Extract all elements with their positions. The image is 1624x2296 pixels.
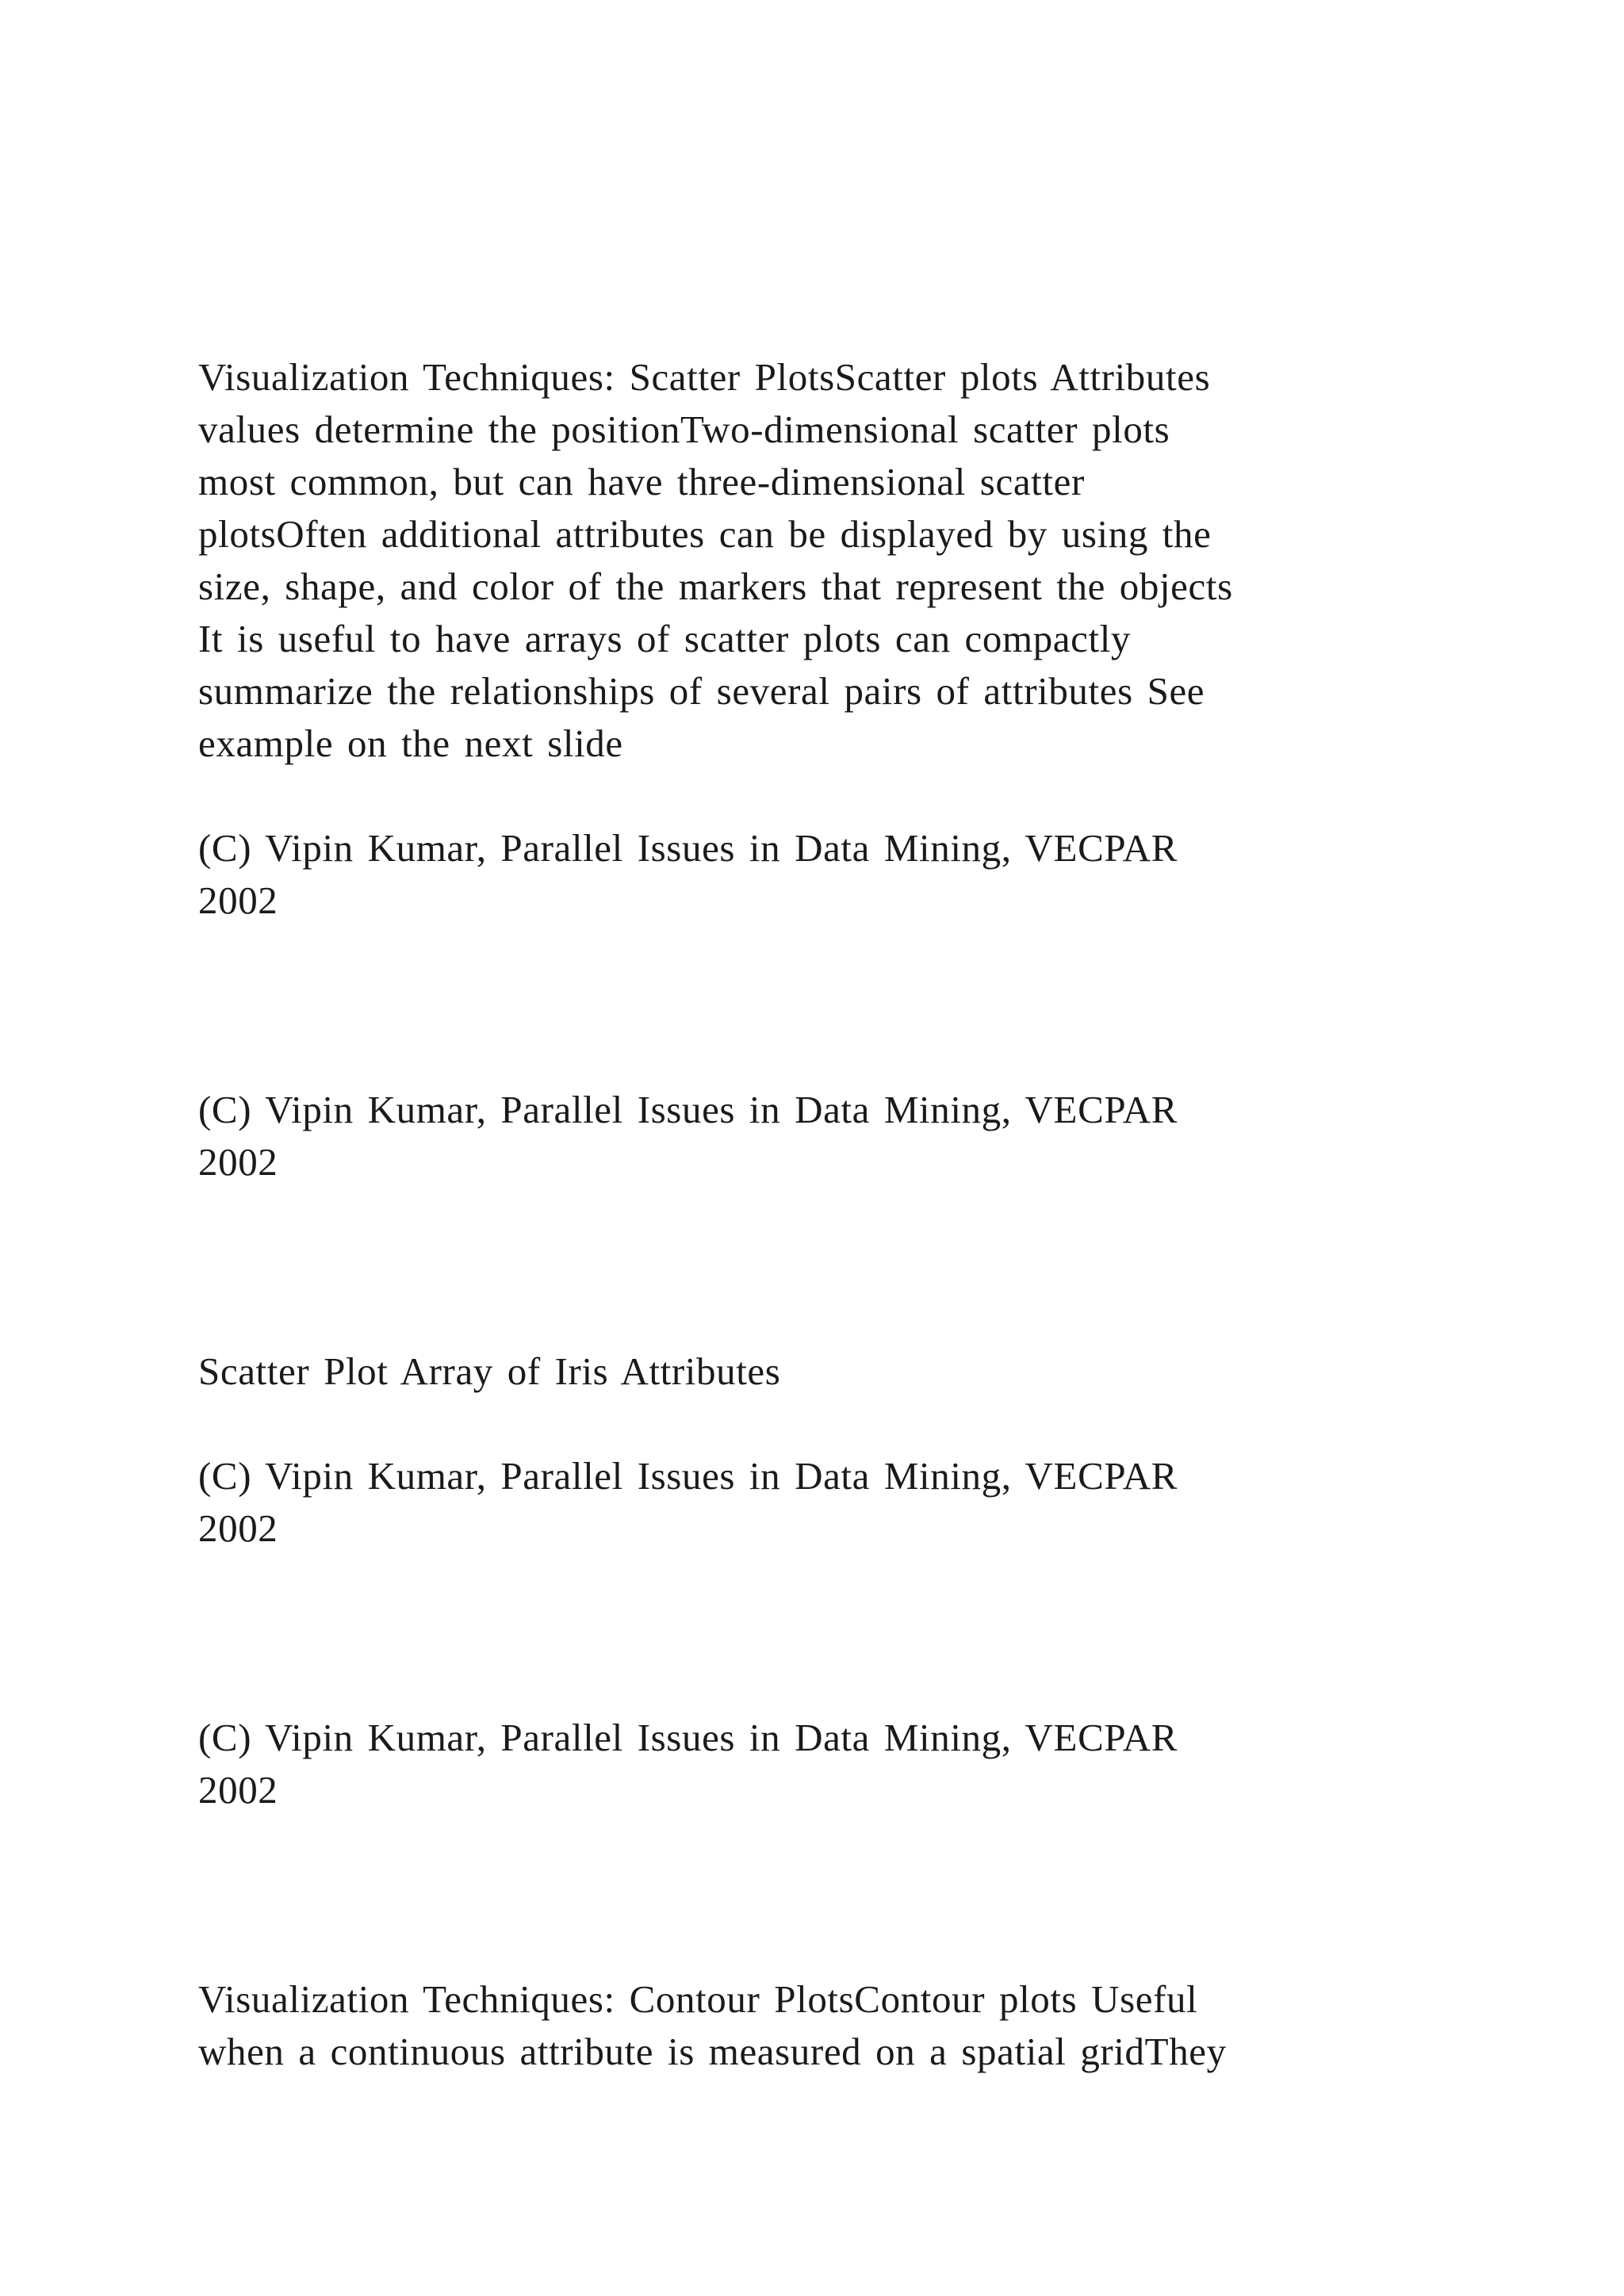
text-line: 2002 bbox=[198, 1506, 278, 1550]
text-line: values determine the positionTwo-dimensional scatter plots bbox=[198, 408, 1170, 451]
text-line: most common, but can have three-dimensional scatter bbox=[198, 460, 1085, 503]
text-line: Visualization Techniques: Contour PlotsContour plots Useful bbox=[198, 1977, 1198, 2021]
text-line: plotsOften additional attributes can be displayed by using the bbox=[198, 512, 1212, 556]
text-line: (C) Vipin Kumar, Parallel Issues in Data Mining, VECPAR bbox=[198, 826, 1178, 870]
paragraph-scatter-intro bbox=[198, 351, 1435, 770]
text-line: 2002 bbox=[198, 878, 278, 922]
paragraph-scatter-array-title bbox=[198, 1345, 1435, 1398]
text-line: size, shape, and color of the markers that represent the objects bbox=[198, 564, 1233, 608]
text-line: It is useful to have arrays of scatter plots can compactly bbox=[198, 617, 1132, 660]
text-line: (C) Vipin Kumar, Parallel Issues in Data Mining, VECPAR bbox=[198, 1088, 1178, 1131]
text-line: 2002 bbox=[198, 1768, 278, 1812]
paragraph-credit-2 bbox=[198, 1084, 1435, 1188]
text-line: example on the next slide bbox=[198, 721, 623, 765]
text-line: Visualization Techniques: Scatter PlotsScatter plots Attributes bbox=[198, 355, 1211, 399]
text-line: (C) Vipin Kumar, Parallel Issues in Data Mining, VECPAR bbox=[198, 1716, 1178, 1759]
text-line: 2002 bbox=[198, 1140, 278, 1184]
text-line: Scatter Plot Array of Iris Attributes bbox=[198, 1349, 781, 1393]
paragraph-credit-4 bbox=[198, 1712, 1435, 1816]
paragraph-credit-1 bbox=[198, 822, 1435, 927]
paragraph-credit-3 bbox=[198, 1450, 1435, 1555]
paragraph-contour-intro bbox=[198, 1973, 1435, 2078]
text-line: when a continuous attribute is measured on a spatial gridThey bbox=[198, 2030, 1227, 2073]
text-line: (C) Vipin Kumar, Parallel Issues in Data Mining, VECPAR bbox=[198, 1454, 1178, 1498]
text-line: summarize the relationships of several pairs of attributes See bbox=[198, 669, 1205, 713]
